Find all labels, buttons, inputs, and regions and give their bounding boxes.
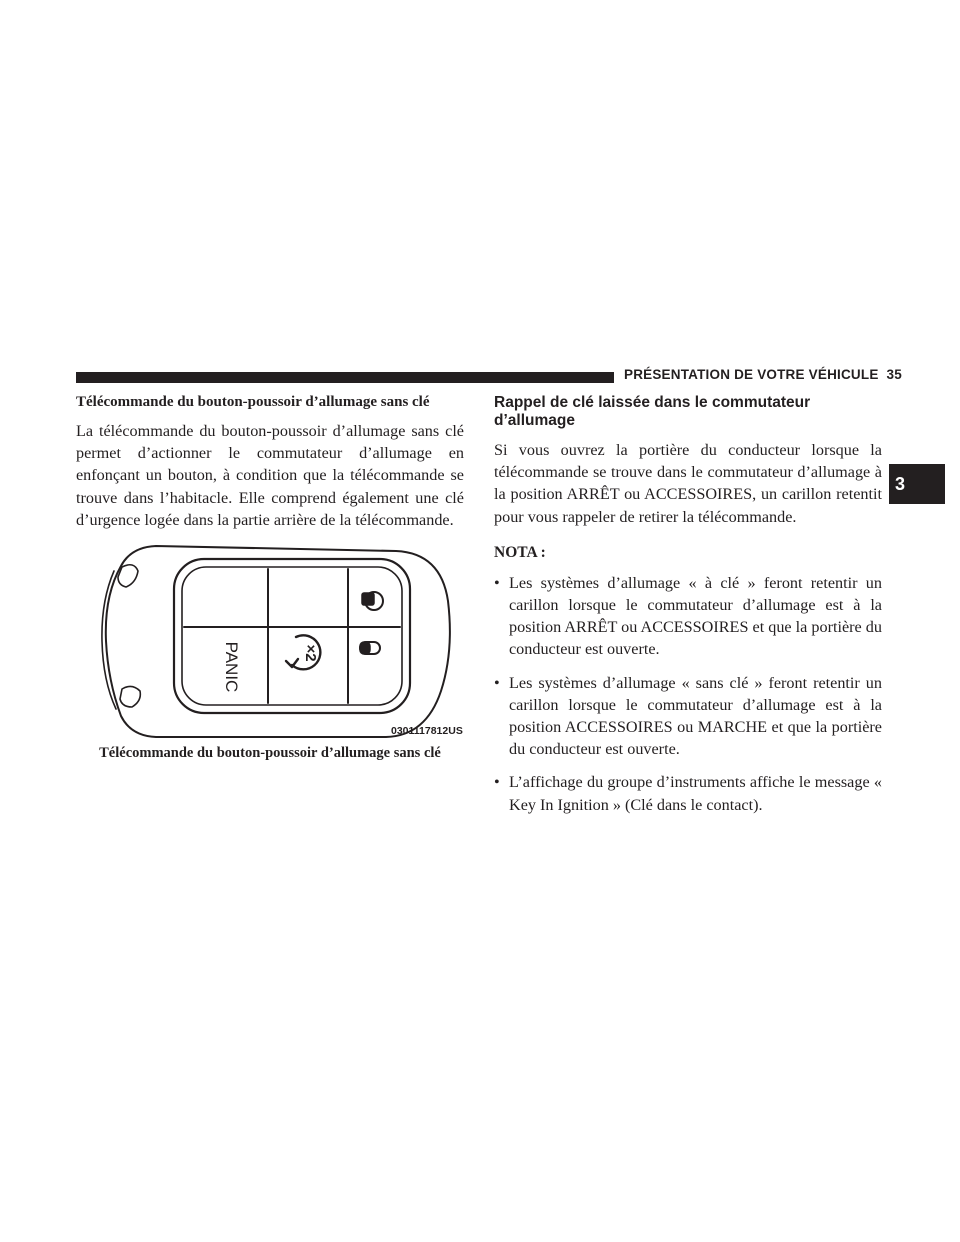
fob-body-outline: [106, 546, 450, 737]
key-notch-top-icon: [118, 565, 138, 587]
note-list: [494, 572, 882, 816]
left-column: [76, 394, 464, 531]
lock-icon: [362, 592, 383, 610]
figure-code: 0301117812US: [391, 725, 463, 737]
note-label: NOTA :: [494, 543, 546, 561]
remote-start-label: ×2: [302, 644, 319, 662]
right-paragraph: Si vous ouvrez la portière du conducteur lorsque la télécommande se trouve dans le commutateur d’allumage à la position ARRÊT ou ACCESSOIRES, un carillon retentit pour vous rappeler de retirer la télécommande.: [494, 441, 882, 526]
list-item: • Les systèmes d’allumage « sans clé » feront retentir un carillon lorsque le commutateur d’allumage est à la position ACCESSOIRES ou MARCHE et que la portière du conducteur est ouverte.: [494, 673, 882, 759]
button-panel-inner: [182, 567, 402, 705]
panic-button-label: PANIC: [222, 641, 241, 693]
page-number: 35: [886, 367, 902, 382]
header-title: PRÉSENTATION DE VOTRE VÉHICULE: [624, 367, 879, 382]
header-rule: [76, 372, 614, 383]
key-notch-bottom-icon: [120, 686, 140, 707]
chapter-tab: 3: [889, 464, 945, 504]
key-slot-outline: [102, 571, 116, 709]
left-subhead: Télécommande du bouton-poussoir d’allumage sans clé: [76, 394, 430, 410]
unlock-icon: [360, 642, 380, 654]
right-column: [494, 394, 882, 827]
figure-caption: Télécommande du bouton-poussoir d’allumage sans clé: [99, 745, 441, 761]
running-header: [624, 367, 902, 382]
button-panel-outer: [174, 559, 410, 713]
left-paragraph: La télécommande du bouton-poussoir d’allumage sans clé permet d’actionner le commutateur d’allumage en enfonçant un bouton, à condition que la télécommande se trouve dans l’habitacle. Elle comprend également une clé d’urgence logée dans la partie arrière de la télécommande.: [76, 422, 464, 529]
list-item: • Les systèmes d’allumage « à clé » feront retentir un carillon lorsque le commutateur d’allumage est à la position ARRÊT ou ACCESSOIRES et que la portière du conducteur est ouverte.: [494, 573, 882, 659]
key-fob-illustration: [96, 541, 466, 739]
list-item: • L’affichage du groupe d’instruments affiche le message « Key In Ignition » (Clé dans le contact).: [494, 773, 882, 814]
section-title: Rappel de clé laissée dans le commutateur d’allumage: [494, 394, 811, 429]
